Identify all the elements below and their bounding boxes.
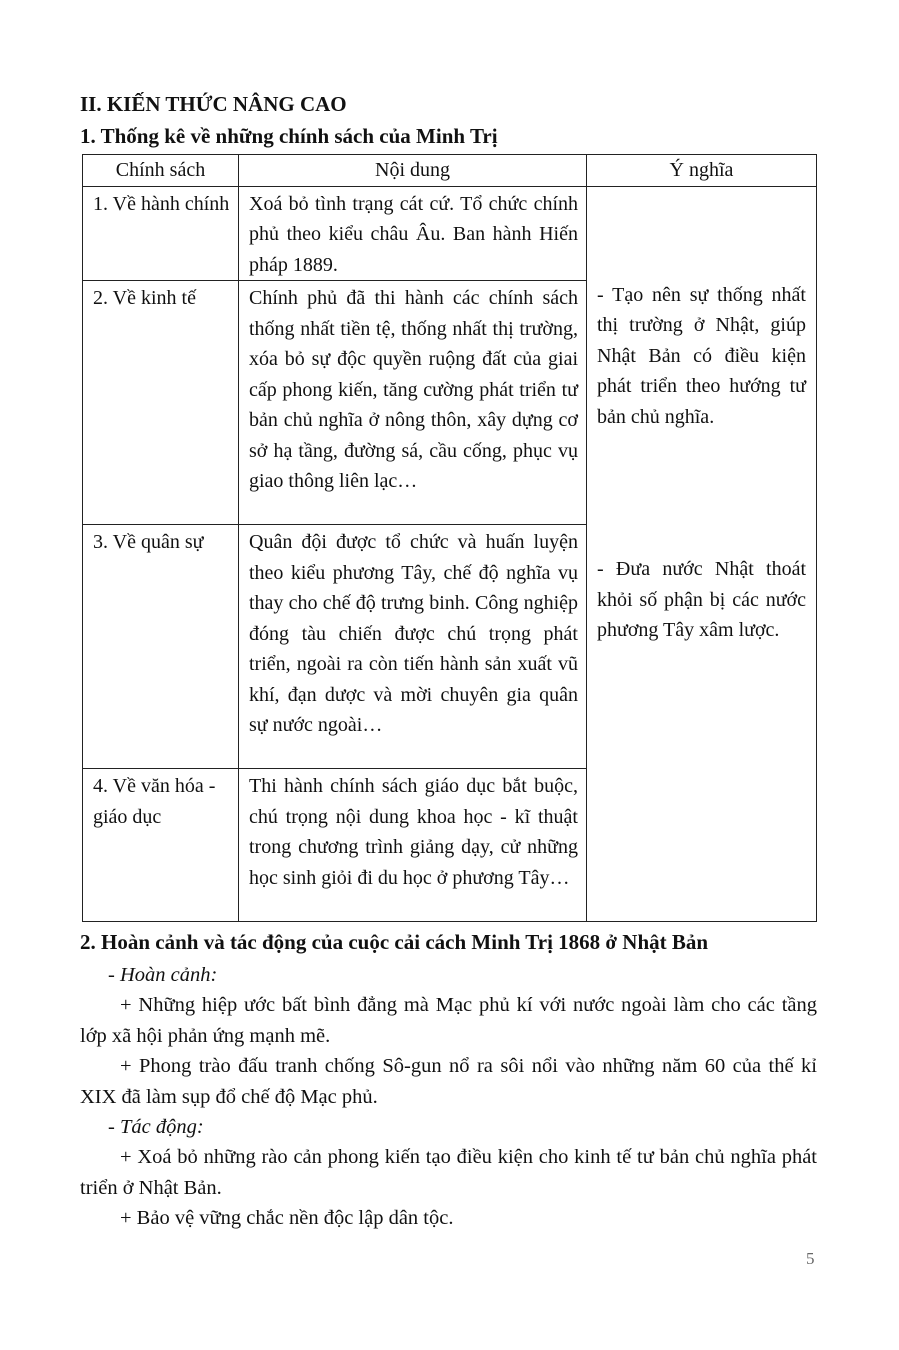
- meaning-text-2: - Đưa nước Nhật thoát khỏi số phận bị các nước phương Tây xâm lược.: [597, 558, 806, 641]
- policy-cell: 2. Về kinh tế: [83, 281, 239, 525]
- section-heading: II. KIẾN THỨC NÂNG CAO: [80, 92, 347, 116]
- header-meaning: Ý nghĩa: [587, 155, 817, 187]
- page-number: 5: [806, 1249, 815, 1268]
- impact-item: + Bảo vệ vững chắc nền độc lập dân tộc.: [120, 1207, 454, 1229]
- impact-label: - Tác động:: [108, 1116, 204, 1138]
- header-content: Nội dung: [239, 155, 587, 187]
- policy-table: [82, 154, 817, 922]
- context-label: - Hoàn cảnh:: [108, 964, 218, 986]
- content-cell: Chính phủ đã thi hành các chính sách thống nhất tiền tệ, thống nhất thị trường, xóa bỏ sự độc quyền ruộng đất của giai cấp phong kiến, tăng cường phát triển tư bản chủ nghĩa ở nông thôn, xây dựng cơ sở hạ tầng, đường sá, cầu cống, phục vụ giao thông liên lạc…: [239, 281, 587, 525]
- header-policy: Chính sách: [83, 155, 239, 187]
- content-cell: Thi hành chính sách giáo dục bắt buộc, chú trọng nội dung khoa học - kĩ thuật trong chương trình giảng dạy, cử những học sinh giỏi đi du học ở phương Tây…: [239, 769, 587, 922]
- context-item: + Phong trào đấu tranh chống Sô-gun nổ ra sôi nổi vào những năm 60 của thế kỉ XIX đã làm sụp đổ chế độ Mạc phủ.: [80, 1055, 817, 1108]
- subheading-reform: 2. Hoàn cảnh và tác động của cuộc cải cách Minh Trị 1868 ở Nhật Bản: [80, 930, 709, 954]
- policy-cell: 4. Về văn hóa - giáo dục: [83, 769, 239, 922]
- content-cell: Xoá bỏ tình trạng cát cứ. Tổ chức chính phủ theo kiểu châu Âu. Ban hành Hiến pháp 1889.: [239, 186, 587, 281]
- policy-cell: 3. Về quân sự: [83, 525, 239, 769]
- policy-cell: 1. Về hành chính: [83, 186, 239, 281]
- table-header-row: [83, 155, 817, 187]
- subheading-policies: 1. Thống kê về những chính sách của Minh Trị: [80, 124, 498, 148]
- table-row: [83, 186, 817, 281]
- impact-item: + Xoá bỏ những rào cản phong kiến tạo điều kiện cho kinh tế tư bản chủ nghĩa phát triển ở Nhật Bản.: [80, 1146, 817, 1199]
- meaning-cell: [587, 186, 817, 922]
- context-item: + Những hiệp ước bất bình đẳng mà Mạc phủ kí với nước ngoài làm cho các tầng lớp xã hội phản ứng mạnh mẽ.: [80, 994, 817, 1047]
- content-cell: Quân đội được tổ chức và huấn luyện theo kiểu phương Tây, chế độ nghĩa vụ thay cho chế độ trưng binh. Công nghiệp đóng tàu chiến được chú trọng phát triển, ngoài ra còn tiến hành sản xuất vũ khí, đạn dược và mời chuyên gia quân sự nước ngoài…: [239, 525, 587, 769]
- meaning-text-1: - Tạo nên sự thống nhất thị trường ở Nhật, giúp Nhật Bản có điều kiện phát triển theo hướng tư bản chủ nghĩa.: [597, 283, 806, 428]
